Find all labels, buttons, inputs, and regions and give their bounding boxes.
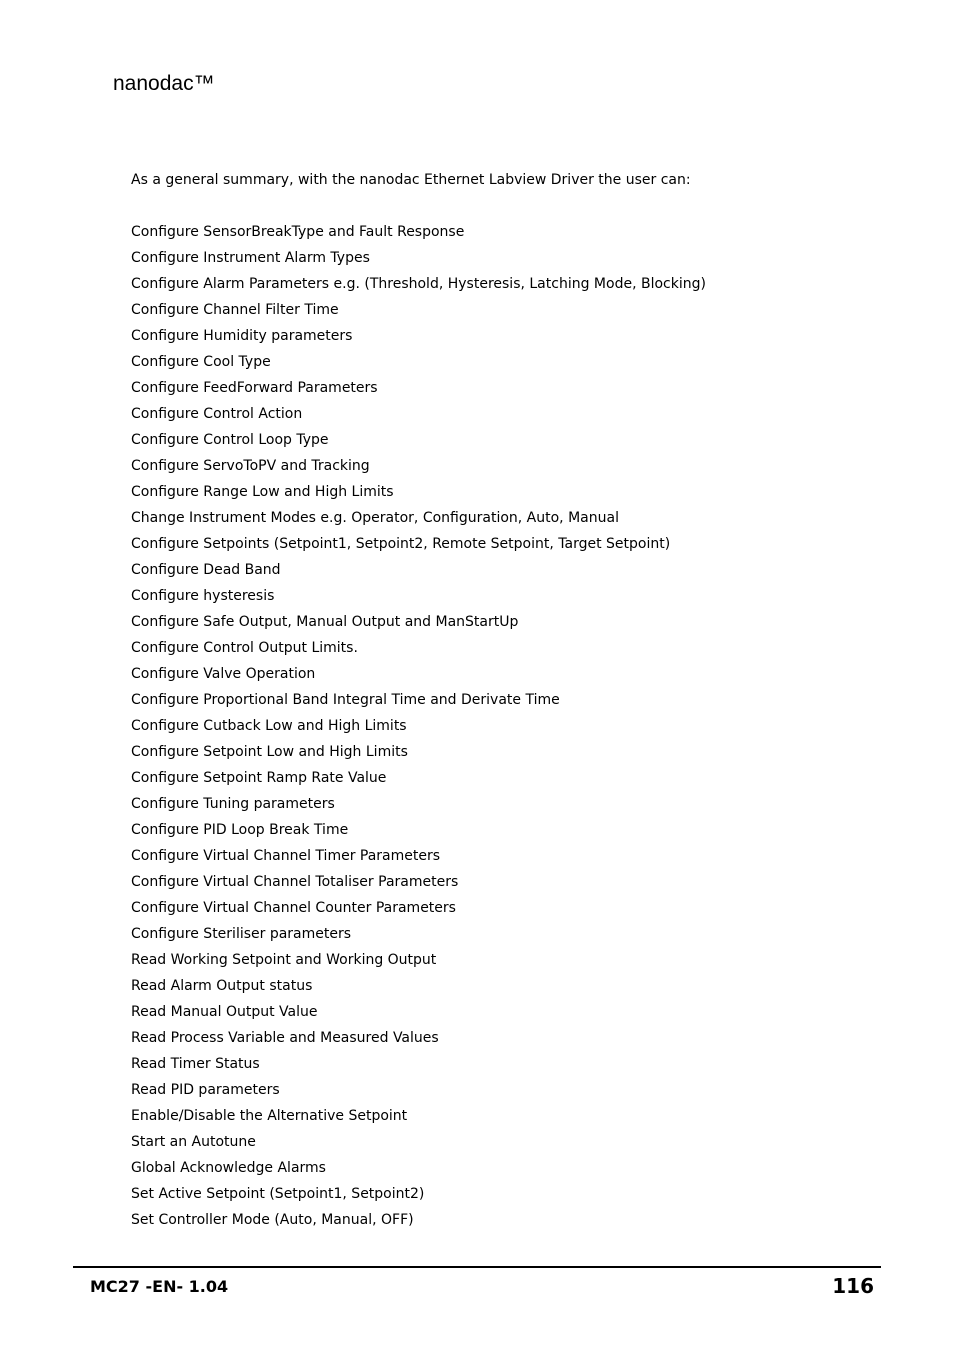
list-item: Configure Tuning parameters: [131, 796, 335, 812]
list-item: Configure Virtual Channel Counter Parameters: [131, 900, 456, 916]
list-item: Configure Steriliser parameters: [131, 926, 352, 942]
list-item: Configure Setpoint Ramp Rate Value: [131, 770, 387, 786]
list-item: Read PID parameters: [131, 1082, 280, 1098]
list-item: Global Acknowledge Alarms: [131, 1160, 326, 1176]
list-item: Configure Dead Band: [131, 562, 281, 578]
list-item: Configure Cool Type: [131, 354, 271, 370]
list-item: Configure PID Loop Break Time: [131, 822, 349, 838]
list-item: Configure Setpoint Low and High Limits: [131, 744, 408, 760]
list-item: Configure Control Loop Type: [131, 432, 329, 448]
list-item: Configure Range Low and High Limits: [131, 484, 394, 500]
list-item: Configure Virtual Channel Timer Parameters: [131, 848, 441, 864]
list-item: Enable/Disable the Alternative Setpoint: [131, 1108, 408, 1124]
list-item: Read Manual Output Value: [131, 1004, 318, 1020]
list-item: Configure Virtual Channel Totaliser Parameters: [131, 874, 459, 890]
list-item: Configure FeedForward Parameters: [131, 380, 378, 396]
list-item: Configure Control Action: [131, 406, 303, 422]
feature-list: [131, 222, 706, 1236]
list-item: Read Alarm Output status: [131, 978, 313, 994]
footer-divider: [73, 1266, 881, 1268]
list-item: Configure ServoToPV and Tracking: [131, 458, 370, 474]
page-number: 116: [832, 1274, 874, 1298]
list-item: Set Active Setpoint (Setpoint1, Setpoint2): [131, 1186, 425, 1202]
document-id: MC27 -EN- 1.04: [90, 1277, 229, 1296]
list-item: Start an Autotune: [131, 1134, 256, 1150]
page-header-title: nanodac™: [113, 72, 215, 95]
list-item: Configure Instrument Alarm Types: [131, 250, 370, 266]
list-item: Configure Alarm Parameters e.g. (Threshold, Hysteresis, Latching Mode, Blocking): [131, 276, 706, 292]
list-item: Configure Humidity parameters: [131, 328, 353, 344]
list-item: Configure Control Output Limits.: [131, 640, 358, 656]
list-item: Read Timer Status: [131, 1056, 260, 1072]
list-item: Read Working Setpoint and Working Output: [131, 952, 437, 968]
list-item: Configure Cutback Low and High Limits: [131, 718, 407, 734]
list-item: Change Instrument Modes e.g. Operator, Configuration, Auto, Manual: [131, 510, 619, 526]
list-item: Configure Safe Output, Manual Output and ManStartUp: [131, 614, 519, 630]
list-item: Configure Setpoints (Setpoint1, Setpoint2, Remote Setpoint, Target Setpoint): [131, 536, 671, 552]
list-item: Configure hysteresis: [131, 588, 275, 604]
list-item: Read Process Variable and Measured Values: [131, 1030, 439, 1046]
list-item: Configure SensorBreakType and Fault Response: [131, 224, 465, 240]
intro-paragraph: As a general summary, with the nanodac Ethernet Labview Driver the user can:: [131, 172, 691, 188]
list-item: Configure Proportional Band Integral Time and Derivate Time: [131, 692, 560, 708]
list-item: Set Controller Mode (Auto, Manual, OFF): [131, 1212, 414, 1228]
list-item: Configure Channel Filter Time: [131, 302, 339, 318]
list-item: Configure Valve Operation: [131, 666, 316, 682]
